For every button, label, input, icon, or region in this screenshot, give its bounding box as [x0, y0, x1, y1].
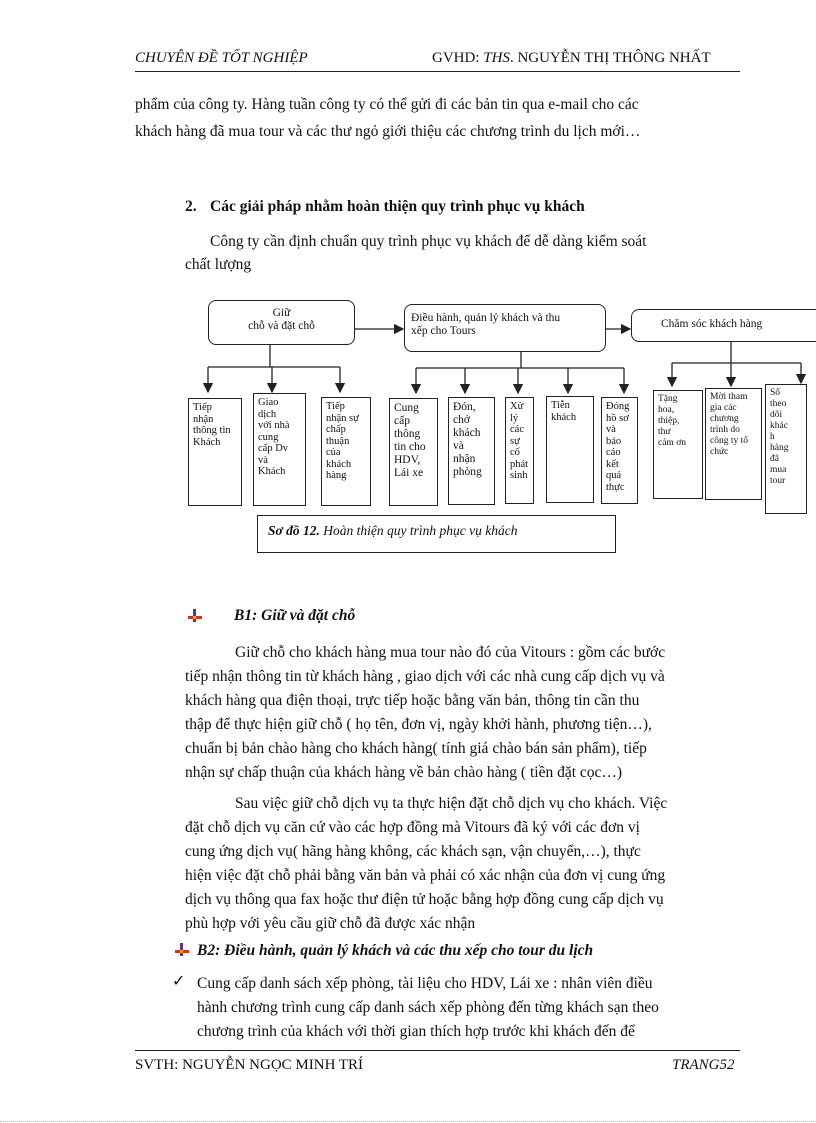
box-text: cáo: [606, 447, 621, 458]
box-text: cấp Dv: [258, 443, 289, 454]
box-keep-booking: [208, 300, 355, 345]
footer-page: TRANG52: [672, 1057, 735, 1073]
box-text: nhận: [453, 453, 476, 465]
box-text: thông: [394, 428, 421, 440]
box-text: Lái xe: [394, 467, 424, 479]
intro-line-2: khách hàng đã mua tour và các thư ngỏ giới thiệu các chương trình du lịch mới…: [135, 123, 641, 140]
box-text: phát: [510, 458, 529, 470]
diagram-caption: [257, 515, 616, 553]
box-text: và: [453, 440, 464, 452]
box-text: Cung: [394, 402, 419, 414]
footer-left: SVTH: NGUYỄN NGỌC MINH TRÍ: [135, 1057, 364, 1073]
b1-p1-line: Giữ chỗ cho khách hàng mua tour nào đó của Vitours : gồm các bước: [235, 644, 666, 661]
box-text: Đón,: [453, 401, 476, 413]
b1-p2-line: Sau việc giữ chỗ dịch vụ ta thực hiện đặt chỗ dịch vụ cho khách. Việc: [235, 795, 668, 812]
box-invite-programs: [705, 388, 762, 500]
box-text: tin cho: [394, 441, 426, 453]
box-text: quả: [606, 470, 622, 481]
b1-title: B1: Giữ và đặt chỗ: [234, 607, 356, 624]
section-line-1: Công ty cần định chuẩn quy trình phục vụ khách để dễ dàng kiểm soát: [210, 233, 647, 250]
box-text: báo: [606, 435, 622, 447]
footer-divider: [135, 1050, 740, 1051]
box-text: theo: [770, 399, 787, 409]
b1-p2-line: hiện việc đặt chỗ phải bằng văn bản và phải có xác nhận của đơn vị cung ứng: [185, 867, 666, 884]
box-text: dịch: [258, 408, 277, 420]
b1-p1-line: nhận sự chấp thuận của khách hàng về bản chào hàng ( tiền đặt cọc…): [185, 764, 623, 781]
box-close-report: [601, 397, 638, 504]
box-text: gia các: [710, 403, 737, 413]
intro-line-1: phẩm của công ty. Hàng tuần công ty có thể gửi đi các bản tin qua e-mail cho các: [135, 96, 639, 113]
section-line-2: chất lượng: [185, 256, 252, 273]
box-text: mua: [770, 465, 787, 475]
box-text: và: [258, 454, 268, 466]
b1-p1-line: thập để thực hiện giữ chỗ ( họ tên, đơn vị, ngày khởi hành, phương tiện…),: [185, 716, 652, 733]
box-text: Sổ: [770, 388, 781, 398]
box-customer-care: Chăm sóc khách hàng: [631, 309, 816, 342]
box-text: Mời tham: [710, 392, 748, 402]
box-receive-info: [188, 398, 242, 506]
b1-p2-line: đặt chỗ dịch vụ căn cứ vào các hợp đồng mà Vitours đã ký với các đơn vị: [185, 819, 640, 836]
caption-label: Sơ đồ 12.: [268, 523, 320, 538]
box-text: đã: [770, 454, 779, 464]
box-text: Đóng: [606, 401, 630, 412]
box-text: khác: [770, 421, 788, 431]
box-text: nhận sự: [326, 412, 359, 424]
box-gifts-thanks: [653, 390, 703, 499]
box-operate-line-1: Điều hành, quản lý khách và thu: [411, 312, 561, 324]
box-text: khách: [453, 427, 481, 439]
box-text: Giao: [258, 397, 279, 408]
box-text: dõi: [770, 410, 783, 420]
check-icon: ✓: [172, 973, 186, 990]
b2-bullet-line: chương trình của khách với thời gian thích hợp trước khi khách đến để: [197, 1023, 635, 1040]
box-text: Tiễn: [551, 400, 570, 411]
b2-bullet-text: [197, 972, 757, 1044]
box-text: trình do: [710, 425, 740, 435]
box-text: hàng: [326, 470, 347, 481]
page-edge: [0, 1121, 816, 1122]
box-text: các: [510, 424, 524, 435]
b2-title: B2: Điều hành, quản lý khách và các thu xếp cho tour du lịch: [197, 942, 594, 959]
process-diagram: [0, 0, 816, 560]
b2-bullet-line: hành chương trình cung cấp danh sách xếp phòng đến từng khách sạn theo: [197, 999, 659, 1016]
section-number: 2.: [185, 198, 197, 215]
box-text: cấp: [394, 415, 410, 427]
box-text: sự: [510, 435, 520, 447]
box-text: Tiếp: [193, 402, 212, 413]
box-text: khách: [326, 458, 352, 470]
box-keep-line-1: Giữ: [272, 307, 291, 319]
box-text: thực: [606, 481, 625, 493]
box-operate: [404, 304, 606, 352]
box-pickup-checkin: [448, 397, 495, 505]
pin-bullet-icon: [188, 609, 202, 623]
box-text: Khách: [193, 436, 221, 448]
box-text: chấp: [326, 424, 346, 435]
box-text: Xử: [510, 401, 524, 412]
box-supplier-transaction: [253, 393, 306, 506]
box-keep-line-2: chỗ và đặt chỗ: [248, 320, 315, 332]
b1-p2-line: cung ứng dịch vụ( hãng hàng không, các khách sạn, vận chuyển,…), thực: [185, 843, 641, 860]
box-text: lý: [510, 412, 519, 424]
box-text: khách: [551, 411, 577, 423]
b1-paragraph-1: [185, 641, 745, 785]
b1-paragraph-2: [185, 792, 745, 936]
box-text: của: [326, 447, 341, 458]
box-text: thuận: [326, 435, 350, 447]
box-text: hoa,: [658, 405, 675, 415]
box-text: Khách: [258, 466, 286, 477]
box-text: hồ sơ: [606, 412, 629, 424]
box-text: và: [606, 424, 616, 435]
section-title: Các giải pháp nhằm hoàn thiện quy trình phục vụ khách: [210, 198, 585, 215]
box-text: với nhà: [258, 420, 290, 431]
b1-p1-line: tiếp nhận thông tin từ khách hàng , giao dịch với các nhà cung cấp dịch vụ và: [185, 668, 665, 685]
box-text: thông tin: [193, 425, 231, 436]
box-customer-tracking: [765, 384, 807, 514]
box-text: chương: [710, 414, 739, 424]
b1-p1-line: chuẩn bị bản chào hàng cho khách hàng( tính giá chào bán sản phẩm), tiếp: [185, 740, 647, 757]
b1-p2-line: dịch vụ thông qua fax hoặc thư điện tử hoặc bằng hợp đồng cung cấp dịch vụ: [185, 891, 664, 908]
box-operate-line-2: xếp cho Tours: [411, 325, 476, 337]
header-right-title: THS: [483, 50, 510, 66]
box-text: kết: [606, 458, 619, 470]
box-text: công ty tổ: [710, 436, 748, 446]
header-right-prefix: GVHD:: [432, 50, 484, 66]
box-text: cố: [510, 447, 520, 458]
box-info-for-guide: [389, 398, 438, 506]
header-right-name: . NGUYỄN THỊ THÔNG NHẤT: [509, 50, 711, 66]
box-text: h: [770, 432, 775, 442]
box-handle-incidents: [505, 397, 534, 504]
box-text: chở: [453, 414, 470, 426]
box-text: Tặng: [658, 394, 678, 404]
b1-p1-line: khách hàng qua điện thoại, trực tiếp hoặc bằng văn bản, thông tin cần thu: [185, 692, 640, 709]
box-text: cung: [258, 431, 279, 443]
box-text: chức: [710, 447, 729, 457]
box-text: thư: [658, 427, 671, 437]
box-text: tour: [770, 476, 786, 486]
box-text: nhận: [193, 413, 214, 425]
b2-bullet-line: Cung cấp danh sách xếp phòng, tài liệu cho HDV, Lái xe : nhân viên điều: [197, 975, 653, 992]
caption-text: Hoàn thiện quy trình phục vụ khách: [319, 523, 518, 538]
box-customer-approval: [321, 397, 371, 506]
box-text: sinh: [510, 470, 528, 481]
box-text: HDV,: [394, 454, 421, 466]
box-text: phòng: [453, 466, 482, 478]
box-text: cảm ơn: [658, 438, 686, 448]
box-see-off: [546, 396, 594, 503]
box-text: hàng: [770, 443, 789, 453]
b1-p2-line: phù hợp với yêu cầu giữ chỗ đã được xác nhận: [185, 915, 476, 932]
box-text: thiệp,: [658, 416, 680, 426]
header-left: CHUYÊN ĐỀ TỐT NGHIỆP: [135, 50, 308, 66]
box-text: Tiếp: [326, 401, 345, 412]
pin-bullet-icon: [175, 943, 189, 957]
